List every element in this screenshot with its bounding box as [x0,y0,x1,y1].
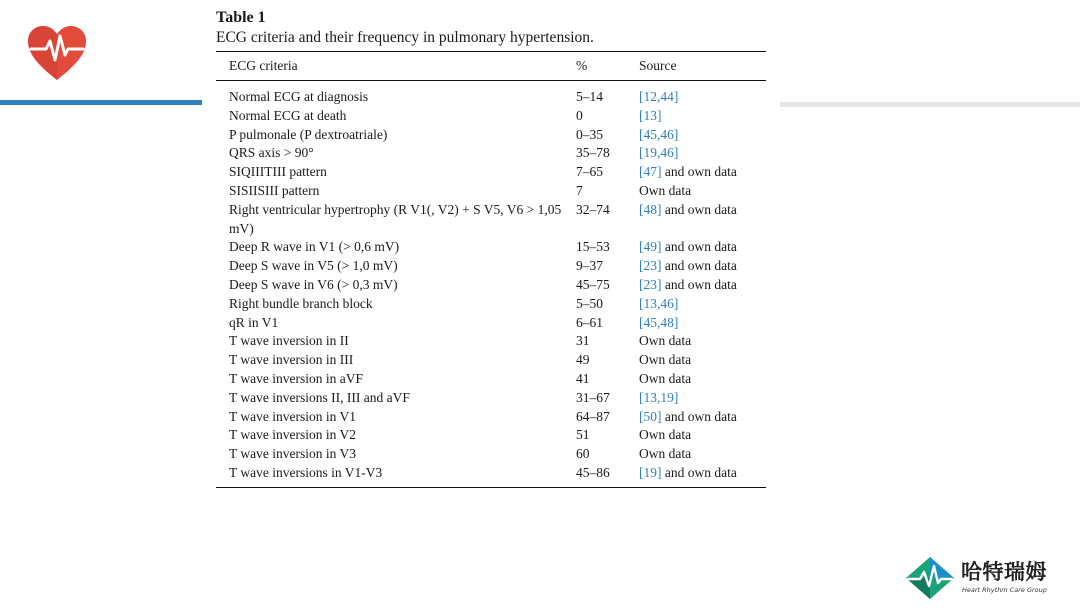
cell-criteria: T wave inversion in V1 [229,408,356,424]
cell-criteria: Right bundle branch block [229,295,373,311]
reference-link[interactable]: [50] [639,408,662,424]
source-text: and own data [661,276,737,292]
table-caption: ECG criteria and their frequency in pulmonary hypertension. [216,29,594,46]
header-criteria: ECG criteria [229,58,298,73]
table-row [216,370,766,389]
brand-logo [905,556,1065,601]
reference-link[interactable]: [23] [639,276,662,292]
cell-source [639,144,754,163]
cell-percent: 45–86 [576,464,610,480]
reference-link[interactable]: [19,46] [639,145,679,161]
cell-percent: 64–87 [576,408,610,424]
source-text: and own data [661,408,737,424]
table-bottom-rule [216,487,766,488]
cell-criteria: Normal ECG at diagnosis [229,89,369,104]
table-row [216,445,766,464]
cell-percent: 45–75 [576,276,610,292]
header-source: Source [639,58,677,73]
table-row [216,88,766,107]
cell-source [639,351,754,370]
source-text: Own data [639,352,692,368]
reference-link[interactable]: [48] [639,201,662,217]
right-divider-bar [780,102,1080,107]
cell-criteria: SISIISIII pattern [229,182,320,198]
cell-criteria: Right ventricular hypertrophy (R V1(, V2) + S V5, V6 > 1,05 mV) [229,201,562,236]
source-text: and own data [661,464,737,480]
source-text: and own data [661,201,737,217]
brand-subtitle: Heart Rhythm Care Group [962,586,1047,594]
cell-criteria: qR in V1 [229,314,279,330]
source-text: and own data [661,258,737,274]
table-row [216,332,766,351]
cell-percent: 6–61 [576,314,603,330]
table-row [216,144,766,163]
cell-percent: 51 [576,427,590,443]
table-row [216,408,766,427]
cell-source [639,389,754,408]
reference-link[interactable]: [19] [639,464,662,480]
cell-percent: 7 [576,182,583,198]
cell-percent: 31–67 [576,389,610,405]
cell-source [639,276,754,295]
cell-percent: 49 [576,352,590,368]
cell-criteria: T wave inversion in V3 [229,446,356,462]
reference-link[interactable]: [45,46] [639,126,679,142]
table-row [216,201,766,239]
cell-percent: 35–78 [576,145,610,161]
cell-source [639,201,754,239]
heart-ecg-icon [26,24,88,82]
cell-source [639,464,754,483]
table-title: Table 1 [216,9,266,26]
source-text: and own data [661,239,737,255]
table-row [216,464,766,483]
cell-percent: 15–53 [576,239,610,255]
cell-percent: 5–14 [576,89,603,104]
cell-percent: 0 [576,107,583,123]
brand-name: 哈特瑞姆 [961,560,1047,584]
reference-link[interactable]: [47] [639,164,662,180]
source-text: Own data [639,182,692,198]
cell-source [639,314,754,333]
cell-percent: 7–65 [576,164,603,180]
reference-link[interactable]: [13] [639,107,662,123]
table-row [216,107,766,126]
cell-criteria: Deep S wave in V5 (> 1,0 mV) [229,258,398,274]
cell-criteria: Deep R wave in V1 (> 0,6 mV) [229,239,400,255]
table-row [216,351,766,370]
table-row [216,163,766,182]
table-header-row [216,52,766,80]
ecg-criteria-table [216,8,766,488]
cell-criteria: T wave inversion in aVF [229,370,363,386]
cell-criteria: Deep S wave in V6 (> 0,3 mV) [229,276,398,292]
table-row [216,182,766,201]
cell-percent: 41 [576,370,590,386]
cell-percent: 0–35 [576,126,603,142]
source-text: Own data [639,446,692,462]
source-text: Own data [639,427,692,443]
reference-link[interactable]: [49] [639,239,662,255]
cell-percent: 32–74 [576,201,610,217]
cell-criteria: Normal ECG at death [229,107,347,123]
table-row [216,126,766,145]
cell-criteria: T wave inversions II, III and aVF [229,389,410,405]
cell-source [639,107,754,126]
table-row [216,314,766,333]
cell-criteria: SIQIIITIII pattern [229,164,327,180]
cell-source [639,257,754,276]
cell-source [639,163,754,182]
table-row [216,238,766,257]
source-text: Own data [639,333,692,349]
cell-criteria: T wave inversions in V1-V3 [229,464,383,480]
diamond-ecg-logo [905,556,955,600]
cell-source [639,332,754,351]
table-row [216,257,766,276]
cell-source [639,408,754,427]
table-row [216,426,766,445]
reference-link[interactable]: [13,46] [639,295,679,311]
cell-percent: 5–50 [576,295,603,311]
cell-source [639,182,754,201]
cell-criteria: P pulmonale (P dextroatriale) [229,126,388,142]
cell-criteria: T wave inversion in V2 [229,427,356,443]
cell-source [639,445,754,464]
source-text: Own data [639,370,692,386]
table-row [216,276,766,295]
reference-link[interactable]: [45,48] [639,314,679,330]
cell-percent: 60 [576,446,590,462]
cell-source [639,426,754,445]
cell-criteria: T wave inversion in II [229,333,349,349]
header-percent: % [576,58,588,73]
table-body [216,81,766,483]
reference-link[interactable]: [23] [639,258,662,274]
cell-criteria: QRS axis > 90° [229,145,314,161]
cell-criteria: T wave inversion in III [229,352,354,368]
cell-source [639,88,754,107]
left-accent-bar [0,100,202,105]
cell-source [639,126,754,145]
source-text: and own data [661,164,737,180]
cell-source [639,238,754,257]
reference-link[interactable]: [13,19] [639,389,679,405]
table-row [216,295,766,314]
reference-link[interactable]: [12,44] [639,89,679,104]
cell-source [639,295,754,314]
table-row [216,389,766,408]
cell-percent: 31 [576,333,590,349]
cell-source [639,370,754,389]
cell-percent: 9–37 [576,258,603,274]
